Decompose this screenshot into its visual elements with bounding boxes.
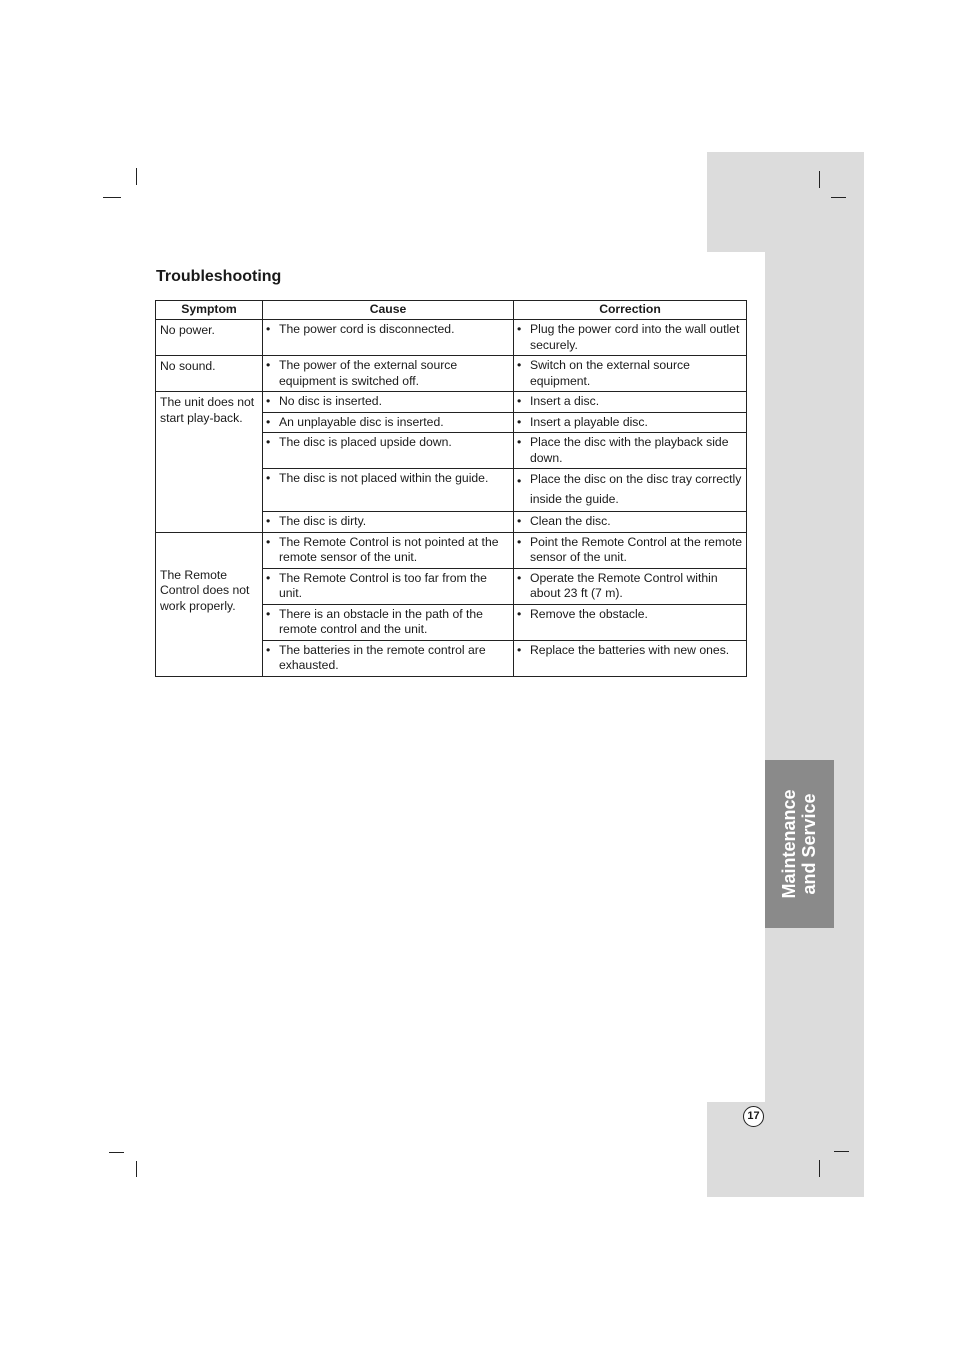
table-header-row [156, 301, 747, 320]
correction-cell: • Switch on the external source equipment. [514, 356, 747, 392]
header-symptom: Symptom [156, 301, 263, 320]
cause-cell: • The Remote Control is not pointed at the remote sensor of the unit. [263, 532, 514, 568]
cause-cell: • The power of the external source equipment is switched off. [263, 356, 514, 392]
table-row [156, 356, 747, 392]
crop-mark [819, 171, 820, 188]
cause-cell: • No disc is inserted. [263, 392, 514, 413]
table-row [156, 532, 747, 568]
section-tab-label: Maintenance and Service [779, 789, 819, 899]
cause-cell: • The disc is placed upside down. [263, 433, 514, 469]
correction-cell: • Place the disc on the disc tray correctly inside the guide. [514, 469, 747, 512]
crop-mark [103, 197, 121, 198]
correction-cell: • Plug the power cord into the wall outlet securely. [514, 320, 747, 356]
correction-cell: • Clean the disc. [514, 512, 747, 533]
cause-cell: • The batteries in the remote control are exhausted. [263, 640, 514, 676]
side-band [765, 252, 864, 1102]
cause-cell: • The Remote Control is too far from the unit. [263, 568, 514, 604]
symptom-cell: No sound. [156, 356, 263, 392]
page-title: Troubleshooting [156, 268, 282, 285]
cause-cell: • The disc is dirty. [263, 512, 514, 533]
cause-cell: • An unplayable disc is inserted. [263, 412, 514, 433]
correction-cell: • Remove the obstacle. [514, 604, 747, 640]
troubleshooting-table [155, 300, 747, 677]
correction-cell: • Point the Remote Control at the remote sensor of the unit. [514, 532, 747, 568]
symptom-cell: The unit does not start play-back. [156, 392, 263, 533]
table-row [156, 320, 747, 356]
correction-cell: • Replace the batteries with new ones. [514, 640, 747, 676]
cause-cell: • The disc is not placed within the guide. [263, 469, 514, 512]
crop-mark [819, 1160, 820, 1177]
crop-mark [136, 168, 137, 185]
header-cause: Cause [263, 301, 514, 320]
crop-mark [136, 1161, 137, 1177]
crop-mark [109, 1152, 124, 1153]
correction-cell: • Insert a playable disc. [514, 412, 747, 433]
header-correction: Correction [514, 301, 747, 320]
cause-cell: • There is an obstacle in the path of the remote control and the unit. [263, 604, 514, 640]
symptom-cell: The Remote Control does not work properly. [156, 532, 263, 676]
crop-mark [831, 197, 846, 198]
table-row [156, 392, 747, 413]
cause-cell: • The power cord is disconnected. [263, 320, 514, 356]
crop-mark [834, 1151, 849, 1152]
correction-cell: • Insert a disc. [514, 392, 747, 413]
correction-cell: • Place the disc with the playback side down. [514, 433, 747, 469]
side-band-top [707, 152, 864, 252]
correction-cell: • Operate the Remote Control within about 23 ft (7 m). [514, 568, 747, 604]
page-number: 17 [743, 1106, 764, 1127]
side-band-bottom [707, 1102, 864, 1197]
symptom-cell: No power. [156, 320, 263, 356]
